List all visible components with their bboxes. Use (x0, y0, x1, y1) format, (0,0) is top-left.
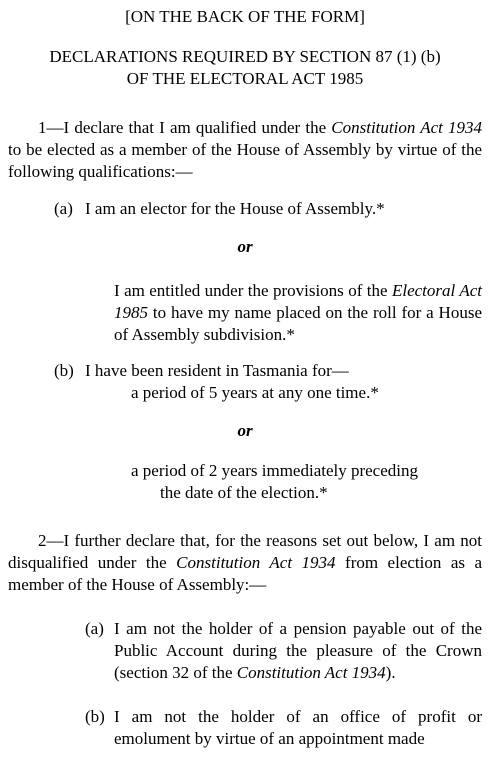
qualification-b-label: (b) (54, 361, 74, 380)
constitution-act-ref-2: Constitution Act 1934 (176, 553, 336, 572)
disqualification-a (8, 618, 482, 684)
qualification-a (8, 198, 482, 220)
qualification-a-text: I am an elector for the House of Assembly.* (85, 199, 385, 218)
paragraph-2-lead: 2—I further declare that, for the reasons set out below, I am not disqualified under the (8, 531, 482, 572)
alternative-lead: I am entitled under the provisions of the (114, 281, 388, 300)
form-back-header: [ON THE BACK OF THE FORM] (125, 7, 365, 26)
residence-option-2 (8, 460, 482, 504)
disqualification-b (8, 706, 482, 750)
residence-option-1: a period of 5 years at any one time.* (131, 383, 379, 402)
disqualification-a-label: (a) (85, 619, 104, 638)
constitution-act-ref: Constitution Act 1934 (331, 118, 483, 137)
declaration-paragraph-1 (8, 117, 482, 183)
disqualification-a-end: ). (385, 663, 396, 682)
or-separator-2: or (237, 421, 253, 440)
or-separator-1: or (237, 237, 253, 256)
paragraph-1-lead: 1—I declare that I am qualified under the (38, 118, 327, 137)
declarations-heading (8, 46, 482, 90)
declaration-paragraph-2 (8, 530, 482, 596)
disqualification-a-text: I am not the holder of a pension payable out of the Public Account during the pleasure of the Crown (section 32 of the (114, 619, 482, 682)
heading-line-2: OF THE ELECTORAL ACT 1985 (126, 69, 364, 88)
alternative-tail: to have my name placed on the roll for a House of Assembly subdivision.* (114, 303, 482, 344)
paragraph-2-tail: from election as a member of the House of Assembly:— (8, 553, 483, 594)
electoral-act-ref: Electoral Act 1985 (114, 281, 483, 322)
qualification-b (8, 360, 482, 382)
disqualification-b-text: I am not the holder of an office of profit or emolument by virtue of an appointment made (114, 707, 482, 748)
residence-option-2-line-1: a period of 2 years immediately preceding (131, 461, 418, 480)
qualification-a-label: (a) (54, 199, 73, 218)
qualification-b-text: I have been resident in Tasmania for— (85, 361, 349, 380)
heading-line-1: DECLARATIONS REQUIRED BY SECTION 87 (1) (b) (49, 47, 441, 66)
qualification-a-alternative (8, 280, 482, 346)
constitution-act-ref-3: Constitution Act 1934 (236, 663, 386, 682)
paragraph-1-tail: to be elected as a member of the House of Assembly by virtue of the following qualifications:— (8, 140, 482, 181)
residence-option-2-line-2: the date of the election.* (160, 483, 328, 502)
disqualification-b-label: (b) (85, 707, 105, 726)
